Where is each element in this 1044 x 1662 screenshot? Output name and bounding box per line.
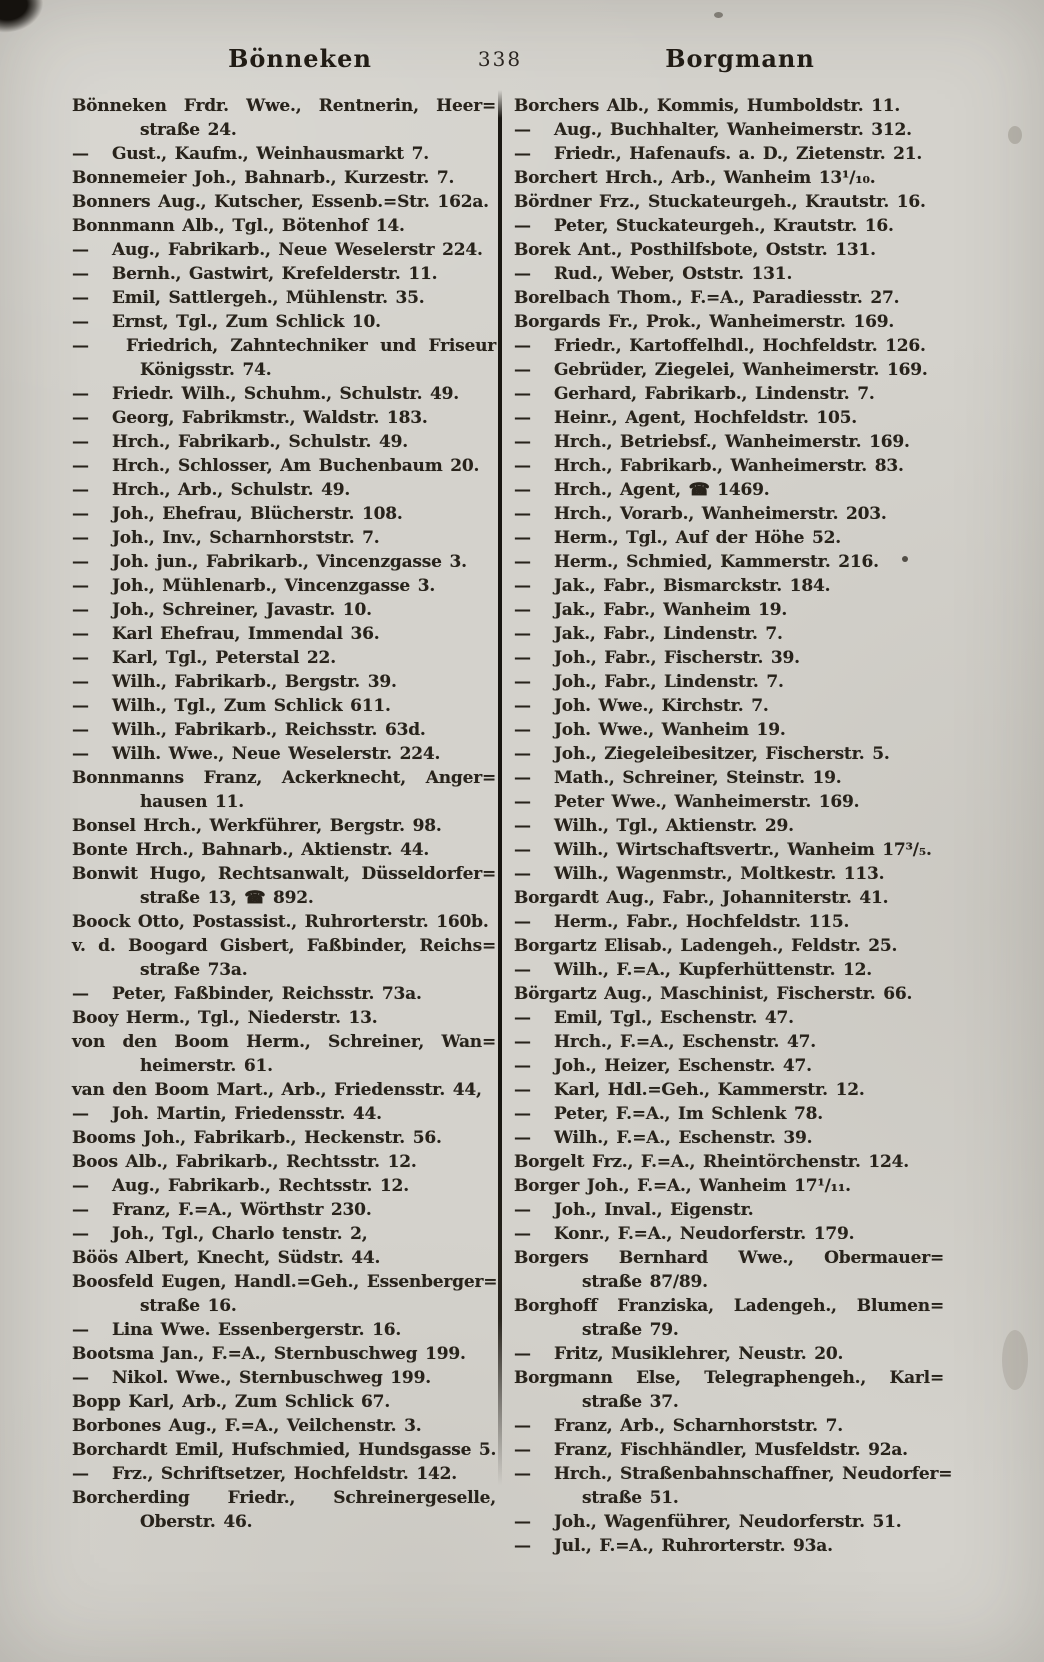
directory-entry	[72, 550, 496, 574]
entry-line: — Aug., Fabrikarb., Rechtsstr. 12.	[72, 1176, 409, 1196]
directory-entry	[514, 718, 944, 742]
entry-line: — Gerhard, Fabrikarb., Lindenstr. 7.	[514, 384, 875, 404]
directory-entry	[514, 286, 944, 310]
directory-entry	[72, 1414, 496, 1438]
entry-line: Borgardt Aug., Fabr., Johanniterstr. 41.	[514, 888, 889, 908]
entry-line: Borgers Bernhard Wwe., Obermauer=	[514, 1248, 944, 1268]
entry-line: Bootsma Jan., F.=A., Sternbuschweg 199.	[72, 1344, 466, 1364]
entry-line: — Hrch., Schlosser, Am Buchenbaum 20.	[72, 456, 480, 476]
directory-entry	[72, 238, 496, 262]
directory-entry	[72, 1198, 496, 1222]
entry-continuation-line: straße 13, ☎ 892.	[140, 888, 314, 908]
directory-entry	[72, 166, 496, 190]
entry-line: — Joh., Tgl., Charlo tenstr. 2,	[72, 1224, 368, 1244]
directory-entry	[72, 934, 496, 982]
entry-line: Booms Joh., Fabrikarb., Heckenstr. 56.	[72, 1128, 442, 1148]
directory-entry	[72, 1342, 496, 1366]
directory-entry	[72, 478, 496, 502]
directory-entry	[72, 454, 496, 478]
entry-line: — Wilh., Fabrikarb., Bergstr. 39.	[72, 672, 397, 692]
entry-continuation-line: heimerstr. 61.	[140, 1056, 273, 1076]
running-header	[0, 44, 1044, 80]
entry-line: — Lina Wwe. Essenbergerstr. 16.	[72, 1320, 402, 1340]
directory-entry	[514, 1030, 944, 1054]
directory-entry	[514, 1510, 944, 1534]
directory-entry	[514, 358, 944, 382]
entry-line: — Joh. Wwe., Wanheim 19.	[514, 720, 786, 740]
directory-entry	[72, 1078, 496, 1102]
entry-line: — Hrch., Betriebsf., Wanheimerstr. 169.	[514, 432, 910, 452]
entry-line: — Jak., Fabr., Wanheim 19.	[514, 600, 788, 620]
entry-line: Bonnmann Alb., Tgl., Bötenhof 14.	[72, 216, 405, 236]
directory-entry	[72, 838, 496, 862]
entry-line: — Joh., Ehefrau, Blücherstr. 108.	[72, 504, 403, 524]
entry-line: — Joh., Fabr., Fischerstr. 39.	[514, 648, 800, 668]
entry-line: — Wilh., F.=A., Eschenstr. 39.	[514, 1128, 813, 1148]
directory-entry	[72, 622, 496, 646]
directory-entry	[72, 1150, 496, 1174]
entry-line: — Wilh., F.=A., Kupferhüttenstr. 12.	[514, 960, 873, 980]
directory-entry	[72, 1126, 496, 1150]
header-right-keyword: Borgmann	[665, 44, 815, 73]
directory-entry	[514, 1462, 953, 1510]
entry-line: — Karl Ehefrau, Immendal 36.	[72, 624, 380, 644]
directory-entry	[72, 694, 496, 718]
directory-entry	[514, 1054, 944, 1078]
entry-line: van den Boom Mart., Arb., Friedensstr. 44,	[72, 1080, 482, 1100]
directory-entry	[514, 454, 944, 478]
directory-entry	[514, 238, 944, 262]
scan-artifact	[1002, 1330, 1028, 1390]
entry-line: Bonners Aug., Kutscher, Essenb.=Str. 162a.	[72, 192, 489, 212]
entry-line: — Rud., Weber, Oststr. 131.	[514, 264, 793, 284]
directory-entry	[72, 814, 496, 838]
entry-line: Bonnmanns Franz, Ackerknecht, Anger=	[72, 768, 496, 788]
directory-entry	[72, 310, 496, 334]
entry-continuation-line: straße 24.	[140, 120, 237, 140]
entry-line: — Franz, Fischhändler, Musfeldstr. 92a.	[514, 1440, 908, 1460]
entry-line: Bonsel Hrch., Werkführer, Bergstr. 98.	[72, 816, 442, 836]
directory-entry	[72, 1390, 496, 1414]
directory-entry	[514, 766, 944, 790]
entry-line: — Hrch., Straßenbahnschaffner, Neudorfer=	[514, 1464, 953, 1484]
directory-entry	[514, 934, 944, 958]
entry-line: — Wilh., Wirtschaftsvertr., Wanheim 17³/₅.	[514, 840, 932, 860]
directory-entry	[514, 1294, 944, 1342]
directory-entry	[514, 790, 944, 814]
directory-entry	[72, 574, 496, 598]
directory-entry	[514, 1414, 944, 1438]
directory-entry	[72, 1486, 496, 1534]
entry-line: Borgards Fr., Prok., Wanheimerstr. 169.	[514, 312, 895, 332]
entry-line: — Joh., Mühlenarb., Vincenzgasse 3.	[72, 576, 436, 596]
entry-continuation-line: Königsstr. 74.	[140, 360, 272, 380]
directory-entry	[514, 262, 944, 286]
entry-line: — Peter, Stuckateurgeh., Krautstr. 16.	[514, 216, 894, 236]
directory-entry	[514, 310, 944, 334]
entry-line: — Joh., Heizer, Eschenstr. 47.	[514, 1056, 812, 1076]
entry-line: Boos Alb., Fabrikarb., Rechtsstr. 12.	[72, 1152, 417, 1172]
entry-line: — Peter Wwe., Wanheimerstr. 169.	[514, 792, 860, 812]
entry-line: — Emil, Tgl., Eschenstr. 47.	[514, 1008, 794, 1028]
entry-line: — Wilh., Wagenmstr., Moltkestr. 113.	[514, 864, 885, 884]
entry-line: — Friedr., Hafenaufs. a. D., Zietenstr. 21.	[514, 144, 923, 164]
directory-entry	[514, 430, 944, 454]
entry-line: — Jak., Fabr., Bismarckstr. 184.	[514, 576, 831, 596]
directory-entry	[72, 286, 496, 310]
entry-line: — Joh., Inval., Eigenstr.	[514, 1200, 754, 1220]
ink-blotch-artifact	[0, 0, 48, 35]
directory-entry	[72, 910, 496, 934]
directory-entry	[72, 406, 496, 430]
entry-line: Boosfeld Eugen, Handl.=Geh., Essenberger=	[72, 1272, 498, 1292]
directory-entry	[72, 1006, 496, 1030]
directory-entry	[514, 1078, 944, 1102]
directory-entry	[514, 334, 944, 358]
directory-entry	[72, 94, 496, 142]
directory-entry	[72, 1222, 496, 1246]
directory-entry	[72, 430, 496, 454]
entry-line: Borghoff Franziska, Ladengeh., Blumen=	[514, 1296, 944, 1316]
directory-entry	[514, 1198, 944, 1222]
directory-entry	[514, 1174, 944, 1198]
directory-entry	[514, 1246, 944, 1294]
entry-line: Borcherding Friedr., Schreinergeselle,	[72, 1488, 496, 1508]
entry-line: Bonwit Hugo, Rechtsanwalt, Düsseldorfer=	[72, 864, 496, 884]
directory-entry	[72, 1246, 496, 1270]
entry-line: Borchardt Emil, Hufschmied, Hundsgasse 5.	[72, 1440, 497, 1460]
header-left-keyword: Bönneken	[228, 44, 372, 73]
directory-entry	[514, 742, 944, 766]
column-divider-rule	[498, 90, 502, 1486]
entry-line: — Aug., Fabrikarb., Neue Weselerstr 224.	[72, 240, 483, 260]
directory-entry	[72, 502, 496, 526]
entry-line: — Wilh. Wwe., Neue Weselerstr. 224.	[72, 744, 441, 764]
entry-line: Borger Joh., F.=A., Wanheim 17¹/₁₁.	[514, 1176, 851, 1196]
directory-entry	[514, 94, 944, 118]
entry-line: — Heinr., Agent, Hochfeldstr. 105.	[514, 408, 857, 428]
entry-line: Bönneken Frdr. Wwe., Rentnerin, Heer=	[72, 96, 496, 116]
directory-entry	[514, 406, 944, 430]
directory-entry	[72, 982, 496, 1006]
page-number: 338	[477, 47, 523, 71]
entry-line: — Bernh., Gastwirt, Krefelderstr. 11.	[72, 264, 438, 284]
directory-entry	[514, 958, 944, 982]
entry-line: — Wilh., Tgl., Zum Schlick 611.	[72, 696, 391, 716]
entry-line: Börgartz Aug., Maschinist, Fischerstr. 66.	[514, 984, 913, 1004]
directory-entry	[72, 1318, 496, 1342]
directory-entry	[72, 646, 496, 670]
entry-line: — Math., Schreiner, Steinstr. 19.	[514, 768, 842, 788]
directory-entry	[72, 1438, 496, 1462]
entry-line: Borgartz Elisab., Ladengeh., Feldstr. 25.	[514, 936, 898, 956]
entry-line: — Jul., F.=A., Ruhrorterstr. 93a.	[514, 1536, 833, 1556]
directory-entry	[514, 838, 944, 862]
entry-line: — Fritz, Musiklehrer, Neustr. 20.	[514, 1344, 844, 1364]
directory-entry	[514, 1366, 944, 1414]
entry-line: — Herm., Tgl., Auf der Höhe 52.	[514, 528, 841, 548]
entry-line: — Gebrüder, Ziegelei, Wanheimerstr. 169.	[514, 360, 928, 380]
directory-entry	[514, 574, 944, 598]
entry-line: — Herm., Schmied, Kammerstr. 216.	[514, 552, 879, 572]
entry-line: — Franz, Arb., Scharnhorststr. 7.	[514, 1416, 843, 1436]
entry-line: Bopp Karl, Arb., Zum Schlick 67.	[72, 1392, 391, 1412]
directory-entry	[72, 382, 496, 406]
entry-line: — Peter, F.=A., Im Schlenk 78.	[514, 1104, 823, 1124]
entry-line: — Joh., Schreiner, Javastr. 10.	[72, 600, 372, 620]
directory-entry	[514, 622, 944, 646]
directory-entry	[514, 1438, 944, 1462]
entry-line: — Georg, Fabrikmstr., Waldstr. 183.	[72, 408, 428, 428]
directory-entry	[514, 382, 944, 406]
entry-continuation-line: straße 51.	[582, 1488, 679, 1508]
entry-line: — Konr., F.=A., Neudorferstr. 179.	[514, 1224, 855, 1244]
directory-entry	[514, 598, 944, 622]
entry-line: — Emil, Sattlergeh., Mühlenstr. 35.	[72, 288, 425, 308]
directory-entry	[514, 982, 944, 1006]
directory-entry	[72, 334, 496, 382]
entry-continuation-line: straße 87/89.	[582, 1272, 708, 1292]
directory-entry	[514, 118, 944, 142]
entry-line: Borbones Aug., F.=A., Veilchenstr. 3.	[72, 1416, 422, 1436]
entry-line: — Peter, Faßbinder, Reichsstr. 73a.	[72, 984, 422, 1004]
directory-entry	[514, 1126, 944, 1150]
entry-line: — Nikol. Wwe., Sternbuschweg 199.	[72, 1368, 431, 1388]
directory-entry	[72, 1030, 496, 1078]
directory-entry	[514, 862, 944, 886]
scan-artifact	[714, 12, 723, 18]
directory-entry	[514, 814, 944, 838]
directory-entry	[72, 670, 496, 694]
entry-line: — Karl, Tgl., Peterstal 22.	[72, 648, 336, 668]
directory-entry	[72, 1174, 496, 1198]
scan-artifact	[1008, 126, 1022, 144]
entry-line: — Friedrich, Zahntechniker und Friseur	[72, 336, 496, 356]
directory-entry	[72, 766, 496, 814]
entry-line: Booy Herm., Tgl., Niederstr. 13.	[72, 1008, 378, 1028]
right-column	[514, 94, 953, 1558]
entry-continuation-line: straße 37.	[582, 1392, 679, 1412]
entry-line: Boock Otto, Postassist., Ruhrorterstr. 160b.	[72, 912, 489, 932]
entry-line: — Joh. jun., Fabrikarb., Vincenzgasse 3.	[72, 552, 467, 572]
entry-line: — Joh., Wagenführer, Neudorferstr. 51.	[514, 1512, 902, 1532]
entry-line: Böös Albert, Knecht, Südstr. 44.	[72, 1248, 381, 1268]
entry-line: Borgelt Frz., F.=A., Rheintörchenstr. 124.	[514, 1152, 910, 1172]
directory-entry	[72, 142, 496, 166]
entry-line: — Franz, F.=A., Wörthstr 230.	[72, 1200, 372, 1220]
entry-line: — Friedr., Kartoffelhdl., Hochfeldstr. 126.	[514, 336, 926, 356]
entry-line: — Friedr. Wilh., Schuhm., Schulstr. 49.	[72, 384, 459, 404]
entry-continuation-line: hausen 11.	[140, 792, 244, 812]
entry-line: — Hrch., Fabrikarb., Wanheimerstr. 83.	[514, 456, 904, 476]
directory-entry	[72, 718, 496, 742]
directory-entry	[514, 190, 944, 214]
directory-entry	[72, 598, 496, 622]
entry-line: — Aug., Buchhalter, Wanheimerstr. 312.	[514, 120, 912, 140]
directory-entry	[514, 526, 944, 550]
entry-line: Bördner Frz., Stuckateurgeh., Krautstr. 16.	[514, 192, 926, 212]
entry-continuation-line: Oberstr. 46.	[140, 1512, 253, 1532]
entry-line: — Joh., Inv., Scharnhorststr. 7.	[72, 528, 380, 548]
directory-entry	[514, 502, 944, 526]
directory-entry	[72, 862, 496, 910]
entry-line: Borchert Hrch., Arb., Wanheim 13¹/₁₀.	[514, 168, 876, 188]
entry-line: — Jak., Fabr., Lindenstr. 7.	[514, 624, 783, 644]
directory-entry	[72, 1462, 496, 1486]
directory-entry	[514, 1222, 944, 1246]
entry-line: — Karl, Hdl.=Geh., Kammerstr. 12.	[514, 1080, 865, 1100]
entry-line: Borek Ant., Posthilfsbote, Oststr. 131.	[514, 240, 876, 260]
directory-entry	[514, 646, 944, 670]
entry-continuation-line: straße 16.	[140, 1296, 237, 1316]
directory-entry	[72, 526, 496, 550]
entry-continuation-line: straße 73a.	[140, 960, 248, 980]
directory-entry	[514, 214, 944, 238]
directory-entry	[514, 670, 944, 694]
entry-line: — Joh. Martin, Friedensstr. 44.	[72, 1104, 382, 1124]
entry-line: Borchers Alb., Kommis, Humboldstr. 11.	[514, 96, 901, 116]
directory-entry	[72, 1366, 496, 1390]
entry-line: — Gust., Kaufm., Weinhausmarkt 7.	[72, 144, 429, 164]
directory-entry	[514, 1342, 944, 1366]
entry-line: — Hrch., F.=A., Eschenstr. 47.	[514, 1032, 816, 1052]
entry-line: — Hrch., Agent, ☎ 1469.	[514, 480, 770, 500]
entry-line: Borgmann Else, Telegraphengeh., Karl=	[514, 1368, 944, 1388]
entry-line: — Joh., Fabr., Lindenstr. 7.	[514, 672, 784, 692]
entry-line: — Hrch., Arb., Schulstr. 49.	[72, 480, 351, 500]
directory-entry	[72, 262, 496, 286]
entry-line: Bonnemeier Joh., Bahnarb., Kurzestr. 7.	[72, 168, 455, 188]
directory-entry	[514, 1150, 944, 1174]
entry-line: von den Boom Herm., Schreiner, Wan=	[72, 1032, 496, 1052]
entry-line: — Joh., Ziegeleibesitzer, Fischerstr. 5.	[514, 744, 890, 764]
directory-entry	[72, 1270, 496, 1318]
directory-entry	[514, 166, 944, 190]
directory-entry	[514, 1006, 944, 1030]
entry-line: — Ernst, Tgl., Zum Schlick 10.	[72, 312, 381, 332]
directory-entry	[514, 478, 944, 502]
directory-entry	[72, 214, 496, 238]
entry-line: v. d. Boogard Gisbert, Faßbinder, Reichs=	[72, 936, 496, 956]
directory-entry	[72, 190, 496, 214]
directory-entry	[514, 910, 944, 934]
left-column	[72, 94, 496, 1534]
directory-entry	[514, 1534, 944, 1558]
entry-line: — Wilh., Fabrikarb., Reichsstr. 63d.	[72, 720, 426, 740]
directory-entry	[514, 550, 944, 574]
entry-line: — Wilh., Tgl., Aktienstr. 29.	[514, 816, 794, 836]
entry-line: — Hrch., Vorarb., Wanheimerstr. 203.	[514, 504, 887, 524]
entry-line: Bonte Hrch., Bahnarb., Aktienstr. 44.	[72, 840, 430, 860]
directory-entry	[514, 694, 944, 718]
entry-line: — Hrch., Fabrikarb., Schulstr. 49.	[72, 432, 408, 452]
entry-continuation-line: straße 79.	[582, 1320, 679, 1340]
directory-entry	[514, 1102, 944, 1126]
directory-entry	[72, 742, 496, 766]
entry-line: — Herm., Fabr., Hochfeldstr. 115.	[514, 912, 850, 932]
directory-entry	[514, 142, 944, 166]
directory-entry	[514, 886, 944, 910]
entry-line: Borelbach Thom., F.=A., Paradiesstr. 27.	[514, 288, 900, 308]
directory-entry	[72, 1102, 496, 1126]
entry-line: — Joh. Wwe., Kirchstr. 7.	[514, 696, 769, 716]
entry-line: — Frz., Schriftsetzer, Hochfeldstr. 142.	[72, 1464, 457, 1484]
